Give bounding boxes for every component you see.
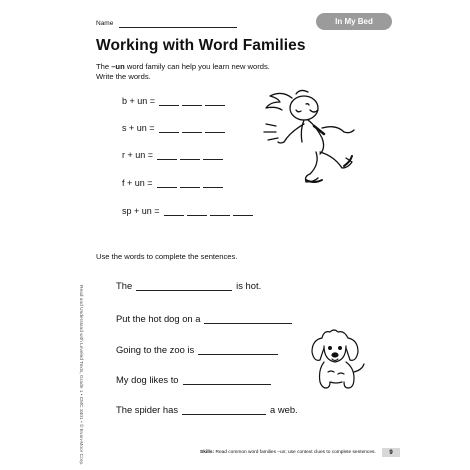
equation-row: [122, 178, 223, 188]
letter-blank[interactable]: [205, 97, 225, 106]
letter-blank[interactable]: [182, 97, 202, 106]
copyright-side-text: Read and Understand with Leveled Texts, Grade 1 • CMC 3401 • © Evan-Moor Corp.: [78, 285, 83, 466]
letter-blank[interactable]: [182, 124, 202, 133]
sentence-row: [116, 374, 275, 385]
equation-text: f + un =: [122, 178, 153, 188]
sentence-row: [116, 313, 296, 324]
answer-blank[interactable]: [198, 345, 278, 355]
equation-row: [122, 150, 223, 160]
equation-row: [122, 206, 253, 216]
intro-text: [96, 62, 270, 82]
skills-footer: [200, 450, 376, 455]
sentence-end: is hot.: [236, 280, 262, 291]
intro-prefix: The: [96, 62, 112, 71]
equation-text: sp + un =: [122, 206, 160, 216]
letter-blank[interactable]: [159, 124, 179, 133]
equation-row: [122, 96, 225, 106]
sentence-start: Put the hot dog on a: [116, 313, 201, 324]
letter-blank[interactable]: [157, 179, 177, 188]
sentence-start: My dog likes to: [116, 374, 179, 385]
page-title: Working with Word Families: [96, 37, 306, 54]
name-label: Name: [96, 20, 114, 27]
letter-blank[interactable]: [205, 124, 225, 133]
answer-blank[interactable]: [136, 281, 232, 291]
intro-suffix: word family can help you learn new words.: [124, 62, 270, 71]
letter-blank[interactable]: [159, 97, 179, 106]
letter-blank[interactable]: [203, 179, 223, 188]
sentence-row: [116, 344, 282, 355]
letter-blank[interactable]: [157, 151, 177, 160]
letter-blank[interactable]: [180, 151, 200, 160]
sentence-row: [116, 280, 261, 291]
letter-blank[interactable]: [233, 207, 253, 216]
answer-blank[interactable]: [182, 405, 266, 415]
sentence-start: Going to the zoo is: [116, 344, 195, 355]
letter-blank[interactable]: [187, 207, 207, 216]
letter-blank[interactable]: [180, 179, 200, 188]
answer-blank[interactable]: [183, 375, 271, 385]
name-field-line[interactable]: [119, 27, 237, 28]
answer-blank[interactable]: [204, 314, 292, 324]
letter-blank[interactable]: [203, 151, 223, 160]
sentence-row: [116, 404, 298, 415]
skills-label: Skills:: [200, 450, 215, 455]
intro-family: –un: [111, 62, 125, 71]
equation-text: s + un =: [122, 123, 155, 133]
instructions: Use the words to complete the sentences.: [96, 252, 238, 261]
equation-text: b + un =: [122, 96, 156, 106]
equation-text: r + un =: [122, 150, 154, 160]
sentence-end: a web.: [270, 404, 298, 415]
letter-blank[interactable]: [210, 207, 230, 216]
skills-text: Read common word families –un; use context clues to complete sentences.: [214, 450, 376, 455]
running-child-icon: [262, 88, 372, 188]
dog-icon: [308, 328, 368, 390]
sentence-start: The spider has: [116, 404, 179, 415]
letter-blank[interactable]: [164, 207, 184, 216]
story-tag: In My Bed: [316, 13, 392, 30]
page-number: 9: [382, 448, 400, 457]
intro-line2: Write the words.: [96, 72, 151, 81]
equation-row: [122, 123, 225, 133]
sentence-start: The: [116, 280, 133, 291]
